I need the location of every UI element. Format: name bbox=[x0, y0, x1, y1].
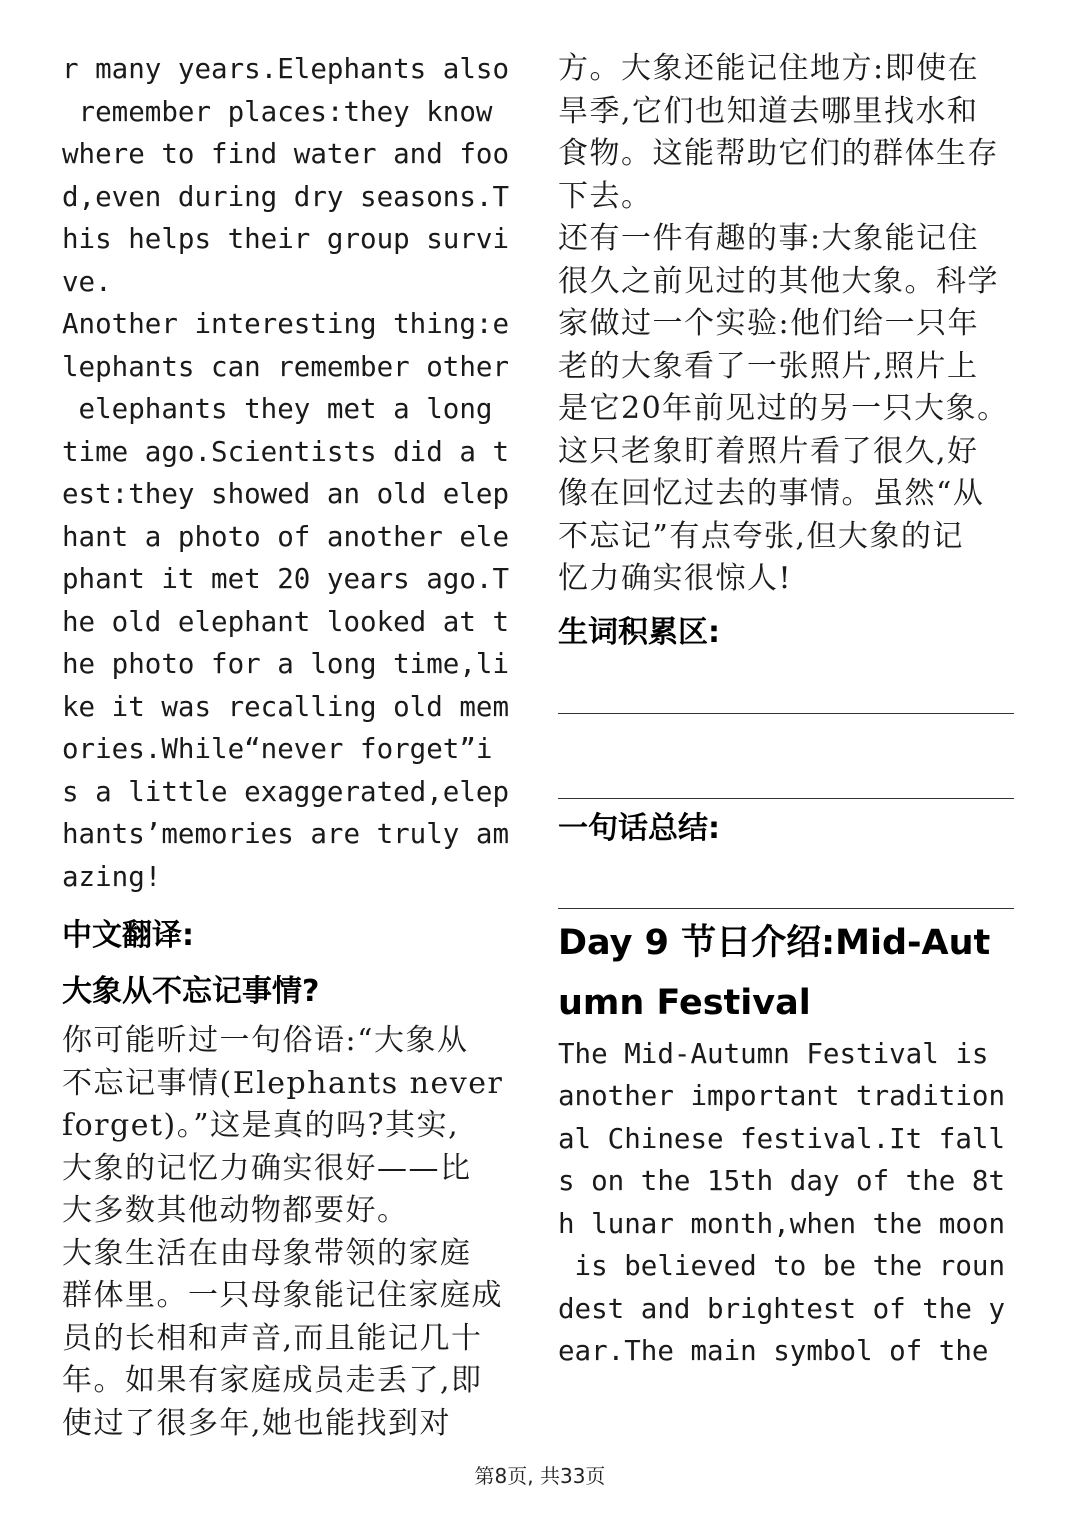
text-line: 方。大象还能记住地方:即使在 bbox=[558, 51, 980, 86]
left-column bbox=[62, 48, 524, 1445]
text-line: 食物。这能帮助它们的群体生存 bbox=[558, 136, 999, 171]
text-line: dest and brightest of the y bbox=[558, 1292, 1006, 1325]
text-line: Another interesting thing:e bbox=[62, 308, 510, 340]
text-line: 旱季,它们也知道去哪里找水和 bbox=[558, 93, 979, 129]
text-line: est:they showed an old elep bbox=[62, 478, 510, 510]
text-line: 老的大象看了一张照片,照片上 bbox=[558, 348, 979, 384]
text-line: s on the 15th day of the 8t bbox=[558, 1165, 1006, 1197]
translation-title: 大象从不忘记事情? bbox=[62, 974, 320, 1009]
text-line: 员的长相和声音,而且能记几十 bbox=[62, 1320, 483, 1356]
vocab-line-1 bbox=[558, 713, 1014, 714]
text-line: 大象生活在由母象带领的家庭 bbox=[62, 1235, 472, 1271]
text-line: azing! bbox=[62, 860, 162, 893]
text-line: 这只老象盯着照片看了很久,好 bbox=[558, 433, 979, 469]
text-line: another important tradition bbox=[558, 1080, 1006, 1112]
text-line: where to find water and foo bbox=[62, 138, 510, 170]
text-line: 很久之前见过的其他大象。科学 bbox=[558, 263, 999, 299]
text-line: The Mid-Autumn Festival is bbox=[558, 1037, 989, 1070]
summary-heading: 一句话总结: bbox=[558, 810, 720, 846]
text-line: is believed to be the roun bbox=[558, 1250, 1006, 1282]
text-line: 大象的记忆力确实很好——比 bbox=[62, 1150, 472, 1186]
text-line: remember places:they know bbox=[62, 95, 493, 128]
text-line: his helps their group survi bbox=[62, 223, 510, 255]
text-line: hants’memories are truly am bbox=[62, 818, 510, 850]
vocab-line-2 bbox=[558, 798, 1014, 799]
text-line: ories.While“never forget”i bbox=[62, 733, 493, 765]
text-line: time ago.Scientists did a t bbox=[62, 435, 510, 468]
text-line: s a little exaggerated,elep bbox=[62, 775, 510, 808]
text-line: r many years.Elephants also bbox=[62, 53, 510, 85]
text-line: he photo for a long time,li bbox=[62, 648, 510, 680]
text-line: ear.The main symbol of the bbox=[558, 1335, 989, 1367]
text-line: 家做过一个实验:他们给一只年 bbox=[558, 306, 980, 341]
chinese-translation-continued bbox=[558, 48, 1018, 601]
text-line: d,even during dry seasons.T bbox=[62, 180, 510, 213]
page-number: 第8页, 共33页 bbox=[474, 1464, 606, 1488]
text-line: 你可能听过一句俗语:“大象从 bbox=[62, 1023, 469, 1058]
text-line: ke it was recalling old mem bbox=[62, 690, 510, 723]
summary-line bbox=[558, 908, 1014, 909]
text-line: 年。如果有家庭成员走丢了,即 bbox=[62, 1363, 483, 1398]
text-line: 下去。 bbox=[558, 178, 653, 214]
text-line: forget)。”这是真的吗?其实, bbox=[62, 1108, 460, 1143]
text-line: h lunar month,when the moon bbox=[558, 1207, 1006, 1240]
day-title-line-1: Day 9 节日介绍:Mid-Aut bbox=[558, 922, 991, 963]
right-column bbox=[558, 48, 1018, 1373]
text-line: he old elephant looked at t bbox=[62, 605, 510, 638]
text-line: al Chinese festival.It fall bbox=[558, 1122, 1006, 1155]
text-line: phant it met 20 years ago.T bbox=[62, 563, 510, 595]
text-line: 忆力确实很惊人! bbox=[558, 561, 793, 596]
text-line: 使过了很多年,她也能找到对 bbox=[62, 1405, 452, 1441]
chinese-translation bbox=[62, 1020, 524, 1445]
text-line: 不忘记”有点夸张,但大象的记 bbox=[558, 518, 964, 554]
english-passage bbox=[62, 48, 524, 898]
text-line: 大多数其他动物都要好。 bbox=[62, 1193, 409, 1228]
vocab-heading: 生词积累区: bbox=[558, 614, 720, 650]
festival-passage bbox=[558, 1033, 1018, 1373]
day-title-line-2: umn Festival bbox=[558, 982, 811, 1023]
translation-heading: 中文翻译: bbox=[62, 918, 194, 953]
text-line: 不忘记事情(Elephants never bbox=[62, 1065, 504, 1101]
text-line: elephants they met a long bbox=[62, 393, 493, 425]
text-line: hant a photo of another ele bbox=[62, 520, 510, 553]
text-line: lephants can remember other bbox=[62, 350, 510, 383]
text-line: ve. bbox=[62, 265, 112, 298]
text-line: 还有一件有趣的事:大象能记住 bbox=[558, 221, 980, 256]
text-line: 群体里。一只母象能记住家庭成 bbox=[62, 1278, 503, 1313]
text-line: 是它20年前见过的另一只大象。 bbox=[558, 391, 1009, 426]
text-line: 像在回忆过去的事情。虽然“从 bbox=[558, 476, 985, 511]
